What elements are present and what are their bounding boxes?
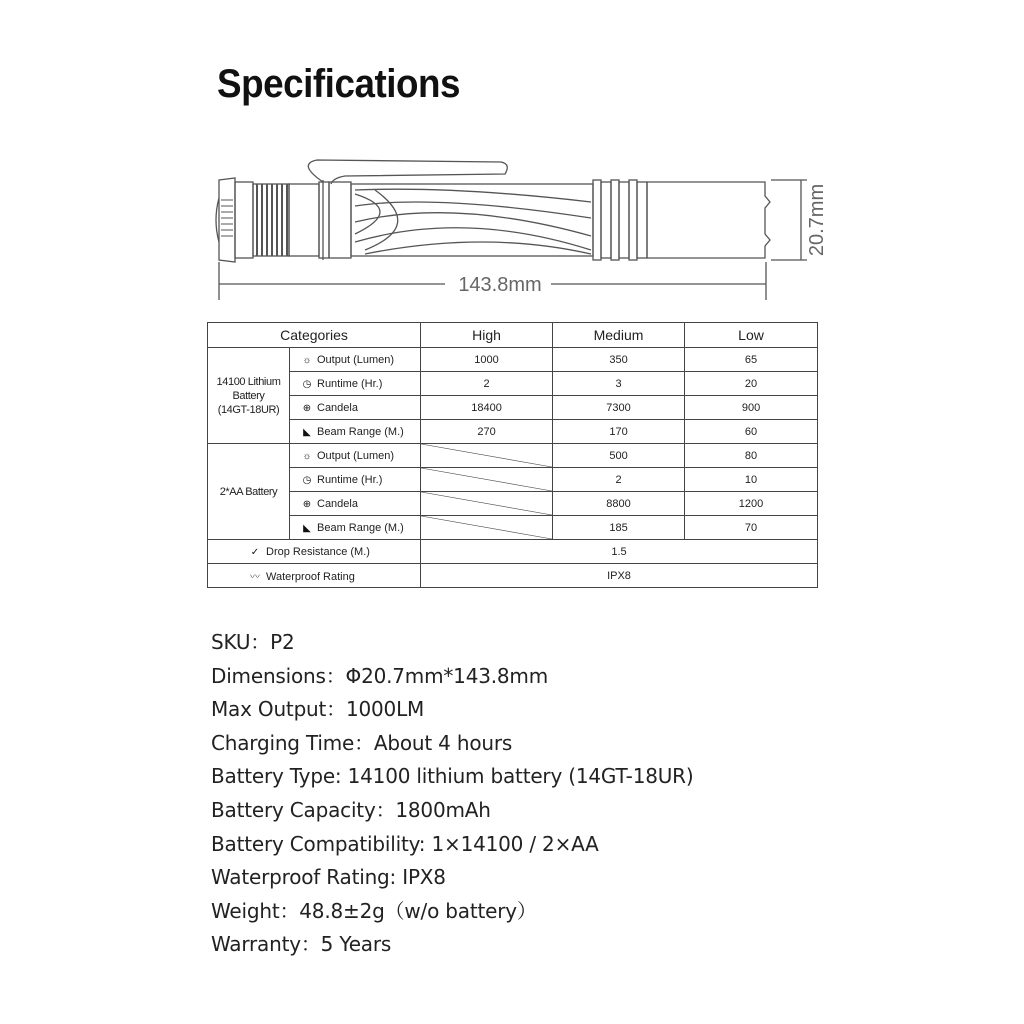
row-label: [290, 516, 421, 540]
flashlight-drawing: [205, 150, 845, 310]
cell-medium: 8800: [553, 492, 685, 516]
row-label: [290, 372, 421, 396]
runtime-icon: ◷: [302, 378, 312, 390]
cell-high-empty: [421, 468, 553, 492]
cell-medium: 3: [553, 372, 685, 396]
cell-medium: 500: [553, 444, 685, 468]
group-label-line1: 2*AA Battery: [219, 485, 278, 498]
row-label: [290, 420, 421, 444]
row-label-text: Beam Range (M.): [317, 425, 404, 438]
spec-warranty: Warranty：5 Years: [211, 932, 392, 957]
spec-list: [211, 626, 693, 962]
group-label-line2: (14GT-18UR): [217, 403, 280, 416]
table-row: [208, 468, 818, 492]
waterproof-value: IPX8: [421, 564, 818, 588]
spec-battery-type: Battery Type: 14100 lithium battery (14GT-18UR): [211, 764, 694, 789]
spec-max-output: Max Output：1000LM: [211, 697, 425, 722]
drop-resistance-icon: ✓: [250, 546, 260, 558]
drop-resistance-text: Drop Resistance (M.): [266, 545, 370, 558]
table-row: [208, 420, 818, 444]
cell-high-empty: [421, 492, 553, 516]
row-label: [290, 396, 421, 420]
cell-high: 270: [421, 420, 553, 444]
cell-low: 1200: [685, 492, 818, 516]
cell-low: 20: [685, 372, 818, 396]
runtime-icon: ◷: [302, 474, 312, 486]
table-row: [208, 372, 818, 396]
row-label-text: Candela: [317, 497, 358, 510]
candela-icon: ⊕: [302, 402, 312, 414]
group-label-line1: 14100 Lithium Battery: [216, 375, 281, 402]
row-label: [290, 348, 421, 372]
table-row: [208, 564, 818, 588]
table-row: [208, 348, 818, 372]
spec-table: [207, 322, 818, 588]
spec-battery-compatibility: Battery Compatibility: 1×14100 / 2×AA: [211, 831, 599, 856]
table-row: [208, 396, 818, 420]
cell-medium: 185: [553, 516, 685, 540]
table-header-row: [208, 323, 818, 348]
cell-low: 65: [685, 348, 818, 372]
row-label: [290, 468, 421, 492]
beam-range-icon: ◣: [303, 522, 311, 534]
spec-weight: Weight：48.8±2g（w/o battery）: [211, 898, 537, 923]
header-high: High: [421, 323, 553, 348]
row-label-text: Candela: [317, 401, 358, 414]
page-title: Specifications: [217, 62, 461, 106]
waterproof-text: Waterproof Rating: [266, 571, 355, 583]
cell-high-empty: [421, 516, 553, 540]
spec-battery-capacity: Battery Capacity：1800mAh: [211, 797, 491, 822]
cell-medium: 2: [553, 468, 685, 492]
row-label-text: Output (Lumen): [317, 449, 395, 462]
drop-resistance-label: [208, 540, 421, 564]
header-low: Low: [685, 323, 818, 348]
table-row: [208, 444, 818, 468]
diameter-label: 20.7mm: [806, 183, 828, 257]
cell-high: 1000: [421, 348, 553, 372]
spec-charging-time: Charging Time：About 4 hours: [211, 730, 513, 755]
cell-low: 60: [685, 420, 818, 444]
spec-waterproof-rating: Waterproof Rating: IPX8: [211, 865, 446, 890]
waterproof-label: [208, 564, 421, 588]
waterproof-icon: 〰: [250, 572, 260, 583]
header-medium: Medium: [553, 323, 685, 348]
spec-sku: SKU：P2: [211, 630, 295, 654]
table-row: [208, 492, 818, 516]
row-label: [290, 444, 421, 468]
cell-medium: 170: [553, 420, 685, 444]
table-row: [208, 540, 818, 564]
candela-icon: ⊕: [302, 498, 312, 510]
cell-medium: 350: [553, 348, 685, 372]
output-icon: ☼: [302, 450, 312, 462]
length-label: 143.8mm: [458, 274, 542, 296]
header-categories: Categories: [208, 323, 421, 348]
cell-low: 900: [685, 396, 818, 420]
group-label-aa: [208, 444, 290, 540]
drop-resistance-value: 1.5: [421, 540, 818, 564]
cell-low: 10: [685, 468, 818, 492]
row-label-text: Beam Range (M.): [317, 521, 404, 534]
row-label-text: Output (Lumen): [317, 353, 395, 366]
spec-dimensions: Dimensions：Φ20.7mm*143.8mm: [211, 663, 548, 688]
row-label-text: Runtime (Hr.): [317, 377, 383, 390]
row-label-text: Runtime (Hr.): [317, 473, 383, 486]
cell-low: 80: [685, 444, 818, 468]
table-row: [208, 516, 818, 540]
group-label-lithium: [208, 348, 290, 444]
output-icon: ☼: [302, 354, 312, 366]
cell-low: 70: [685, 516, 818, 540]
beam-range-icon: ◣: [303, 426, 311, 438]
cell-high: 18400: [421, 396, 553, 420]
cell-medium: 7300: [553, 396, 685, 420]
row-label: [290, 492, 421, 516]
cell-high: 2: [421, 372, 553, 396]
cell-high-empty: [421, 444, 553, 468]
